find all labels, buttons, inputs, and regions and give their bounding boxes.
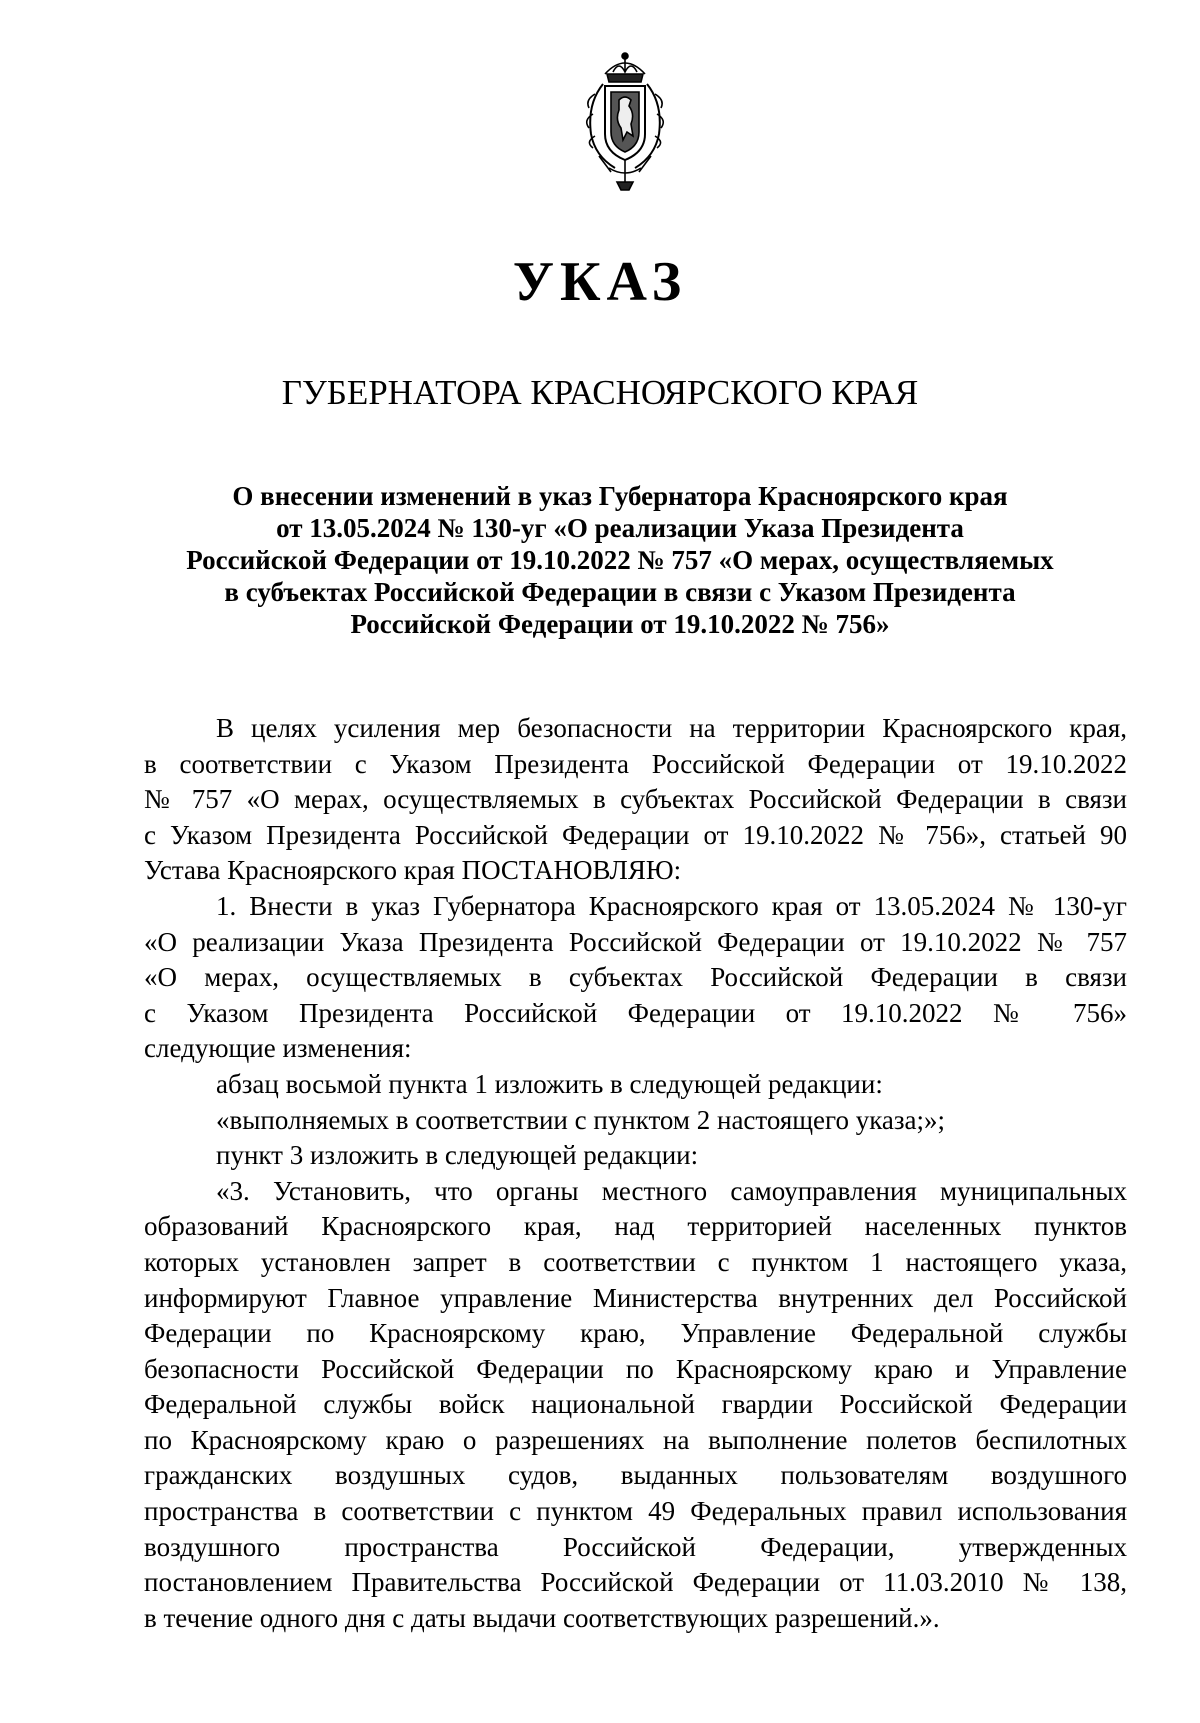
amendment-instruction-2: пункт 3 изложить в следующей редакции: [216,1140,699,1171]
body-line: информируют Главное управление Министерства внутренних дел Российской [144,1282,1127,1313]
body-line: «3. Установить, что органы местного самоуправления муниципальных [216,1175,1127,1206]
body-line: пространства в соответствии с пунктом 49 Федеральных правил использования [144,1496,1127,1527]
subject-line: Российской Федерации от 19.10.2022 № 756» [350,609,890,639]
body-line: по Красноярскому краю о разрешениях на выполнение полетов беспилотных [144,1424,1127,1455]
decree-subject [140,480,1100,640]
clause-1-paragraph [144,889,1127,1067]
decree-body [144,711,1127,1636]
amendment-text-2 [144,1174,1127,1637]
body-line: № 757 «О мерах, осуществляемых в субъектах Российской Федерации в связи [144,784,1127,815]
body-line: которых установлен запрет в соответствии с пунктом 1 настоящего указа, [144,1246,1127,1277]
body-line: В целях усиления мер безопасности на территории Красноярского края, [216,713,1127,743]
subject-line: Российской Федерации от 19.10.2022 № 757 «О мерах, осуществляемых [186,545,1054,575]
body-line: в течение одного дня с даты выдачи соответствующих разрешений.». [144,1602,940,1633]
body-line: Федеральной службы войск национальной гвардии Российской Федерации [144,1389,1127,1420]
body-line: «О мерах, осуществляемых в субъектах Российской Федерации в связи [144,962,1127,993]
body-line: воздушного пространства Российской Федерации, утвержденных [144,1531,1127,1562]
amendment-instruction-1: абзац восьмой пункта 1 изложить в следующей редакции: [216,1068,883,1099]
body-line: с Указом Президента Российской Федерации от 19.10.2022 № 756» [144,997,1127,1028]
body-line: в соответствии с Указом Президента Российской Федерации от 19.10.2022 [144,748,1127,779]
preamble-paragraph [144,711,1127,889]
body-line: постановлением Правительства Российской Федерации от 11.03.2010 № 138, [144,1567,1127,1598]
subject-line: от 13.05.2024 № 130-уг «О реализации Указа Президента [276,513,964,543]
body-line: Федерации по Красноярскому краю, Управление Федеральной службы [144,1318,1127,1349]
subject-line: О внесении изменений в указ Губернатора Красноярского края [232,481,1008,511]
issuer-heading: ГУБЕРНАТОРА КРАСНОЯРСКОГО КРАЯ [281,373,919,412]
body-line: «О реализации Указа Президента Российской Федерации от 19.10.2022 № 757 [144,926,1127,957]
document-title: УКАЗ [512,251,688,313]
body-line: безопасности Российской Федерации по Красноярскому краю и Управление [144,1353,1127,1384]
body-line: 1. Внести в указ Губернатора Красноярского края от 13.05.2024 № 130-уг [216,890,1127,921]
body-line: с Указом Президента Российской Федерации от 19.10.2022 № 756», статьей 90 [144,819,1127,850]
amendment-text-1: «выполняемых в соответствии с пунктом 2 настоящего указа;»; [216,1104,946,1135]
body-line: Устава Красноярского края ПОСТАНОВЛЯЮ: [144,855,682,886]
body-line: гражданских воздушных судов, выданных пользователям воздушного [144,1460,1127,1491]
body-line: следующие изменения: [144,1033,412,1064]
body-line: образований Красноярского края, над территорией населенных пунктов [144,1211,1127,1242]
coat-of-arms-icon [575,44,675,194]
subject-line: в субъектах Российской Федерации в связи с Указом Президента [224,577,1016,607]
